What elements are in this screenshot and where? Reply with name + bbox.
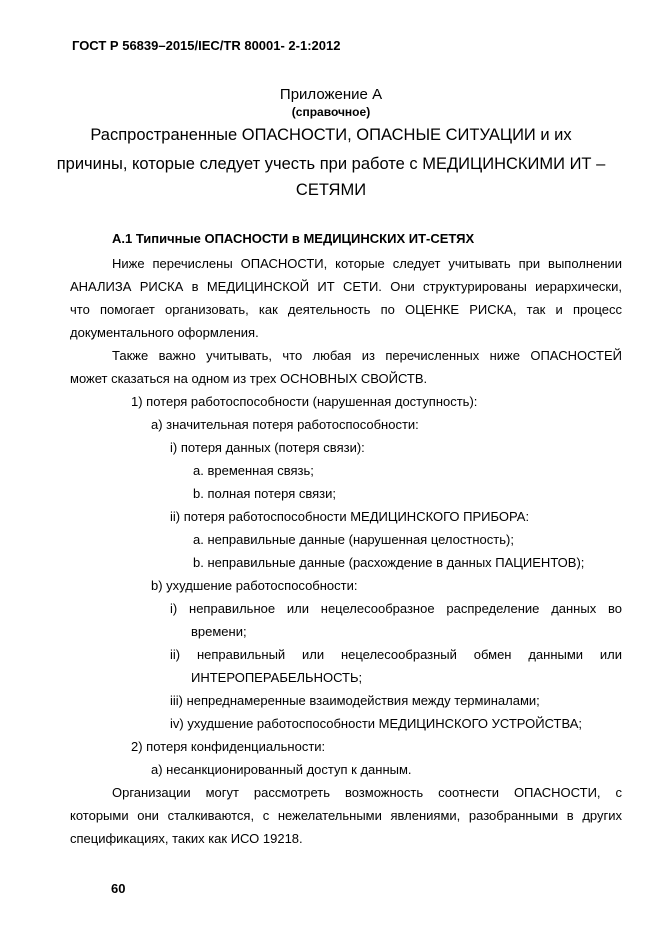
para1-line-2: АНАЛИЗА РИСКА в МЕДИЦИНСКОЙ ИТ СЕТИ. Они структурированы иерархически, [70, 279, 622, 294]
para3-line-1: Организации могут рассмотреть возможность соотнести ОПАСНОСТИ, с [112, 785, 622, 800]
list-item-1b-iv: iv) ухудшение работоспособности МЕДИЦИНСКОГО УСТРОЙСТВА; [170, 716, 583, 731]
para1-line-1: Ниже перечислены ОПАСНОСТИ, которые следует учитывать при выполнении [112, 256, 622, 271]
appendix-label: Приложение А [279, 86, 383, 103]
list-item-1a-i-a: a. временная связь; [193, 463, 314, 478]
list-item-1b-i-line-1: i) неправильное или нецелесообразное распределение данных во [170, 601, 622, 616]
list-item-2: 2) потеря конфиденциальности: [131, 739, 326, 754]
list-item-1a-ii-b: b. неправильные данные (расхождение в данных ПАЦИЕНТОВ); [193, 555, 585, 570]
appendix-title-line-3: СЕТЯМИ [295, 181, 367, 199]
appendix-informative: (справочное) [291, 105, 371, 119]
list-item-1a: a) значительная потеря работоспособности: [151, 417, 419, 432]
para3-line-3: спецификациях, таких как ИСО 19218. [70, 831, 303, 846]
para2-line-2: может сказаться на одном из трех ОСНОВНЫХ СВОЙСТВ. [70, 371, 428, 386]
list-item-1: 1) потеря работоспособности (нарушенная доступность): [131, 394, 478, 409]
para1-line-3: что помогает организовать, как деятельность по ОЦЕНКЕ РИСКА, так и процесс [70, 302, 622, 317]
list-item-1b-iii: iii) непреднамеренные взаимодействия между терминалами; [170, 693, 540, 708]
document-header: ГОСТ Р 56839–2015/IEC/TR 80001- 2-1:2012 [72, 38, 341, 53]
para1-line-4: документального оформления. [70, 325, 259, 340]
appendix-title-line-1: Распространенные ОПАСНОСТИ, ОПАСНЫЕ СИТУАЦИИ и их [90, 126, 572, 144]
page-number: 60 [111, 881, 126, 896]
list-item-1b-ii-line-2: ИНТЕРОПЕРАБЕЛЬНОСТЬ; [191, 670, 363, 685]
section-heading: А.1 Типичные ОПАСНОСТИ в МЕДИЦИНСКИХ ИТ-СЕТЯХ [112, 231, 475, 246]
list-item-1b-ii-line-1: ii) неправильный или нецелесообразный обмен данными или [170, 647, 622, 662]
list-item-2a: a) несанкционированный доступ к данным. [151, 762, 412, 777]
list-item-1a-ii: ii) потеря работоспособности МЕДИЦИНСКОГО ПРИБОРА: [170, 509, 530, 524]
list-item-1a-i: i) потеря данных (потеря связи): [170, 440, 365, 455]
appendix-title-line-2: причины, которые следует учесть при работе с МЕДИЦИНСКИМИ ИТ – [56, 155, 606, 173]
list-item-1a-i-b: b. полная потеря связи; [193, 486, 336, 501]
list-item-1b: b) ухудшение работоспособности: [151, 578, 358, 593]
list-item-1b-i-line-2: времени; [191, 624, 247, 639]
list-item-1a-ii-a: a. неправильные данные (нарушенная целостность); [193, 532, 514, 547]
para3-line-2: которыми они сталкиваются, с нежелательными явлениями, разобранными в других [70, 808, 622, 823]
para2-line-1: Также важно учитывать, что любая из перечисленных ниже ОПАСНОСТЕЙ [112, 348, 622, 363]
